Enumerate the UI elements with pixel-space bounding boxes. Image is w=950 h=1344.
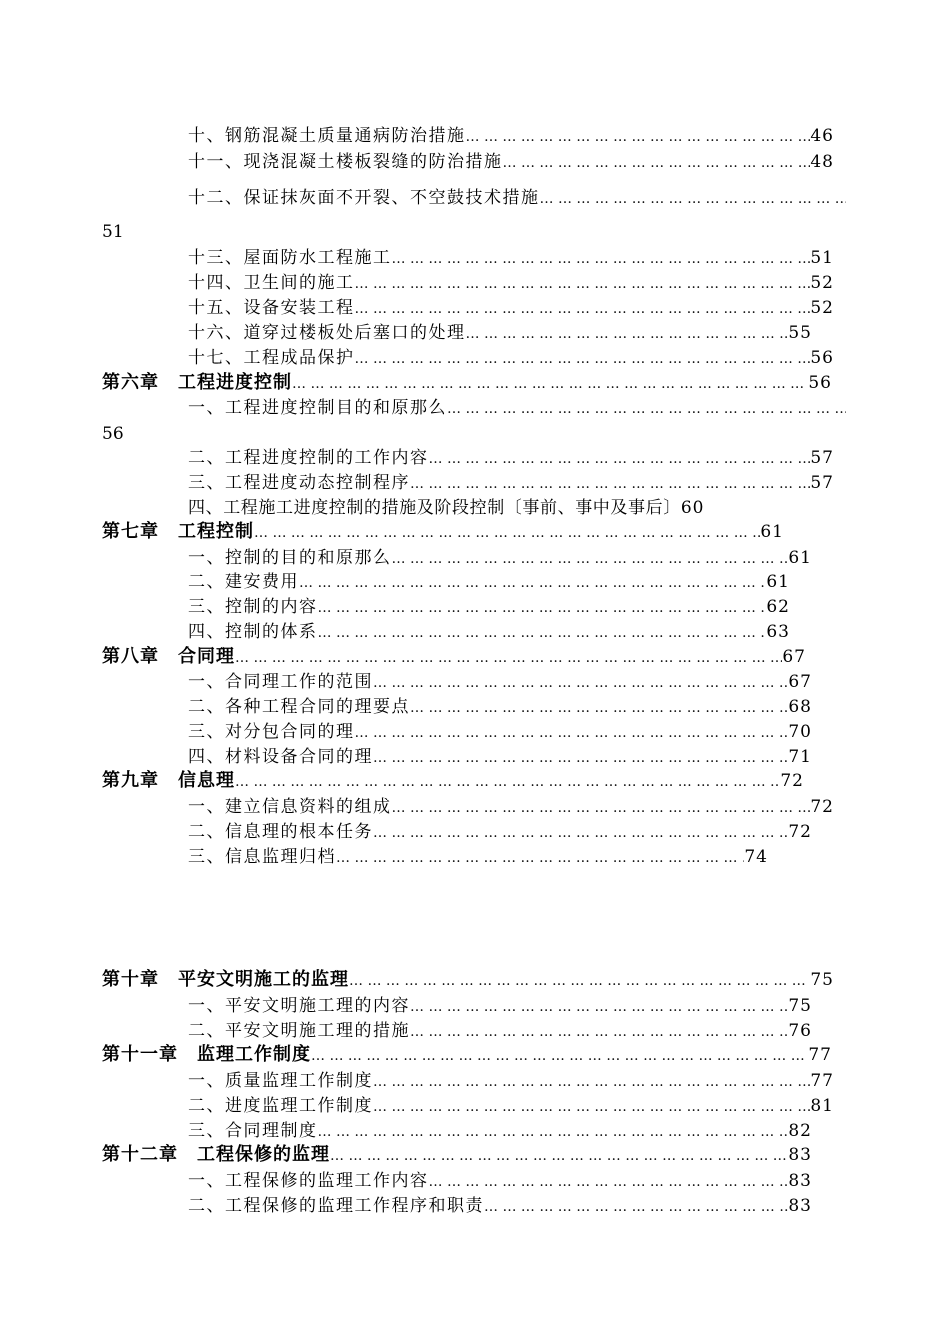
toc-chapter-line[interactable] xyxy=(102,645,806,670)
leader-dots xyxy=(503,151,811,175)
toc-line[interactable] xyxy=(188,1169,812,1194)
toc-title: 二、工程保修的监理工作程序和职责 xyxy=(188,1196,484,1216)
toc-line[interactable] xyxy=(188,271,834,296)
toc-chapter-line[interactable] xyxy=(102,1143,812,1168)
toc-page-number: 70 xyxy=(788,722,812,742)
toc-page-number: 51 xyxy=(810,248,834,268)
toc-title: 十三、屋面防水工程施工 xyxy=(188,248,392,268)
toc-wrapped-page-number: 51 xyxy=(102,222,124,242)
leader-dots xyxy=(235,646,782,670)
toc-line[interactable] xyxy=(188,1194,812,1219)
toc-title: 二、工程进度控制的工作内容 xyxy=(188,448,429,468)
toc-page-number: 57 xyxy=(810,473,834,493)
toc-title: 十五、设备安装工程 xyxy=(188,298,355,318)
toc-line[interactable] xyxy=(188,321,812,346)
toc-chapter-line[interactable] xyxy=(102,371,832,396)
toc-title: 二、建安费用 xyxy=(188,572,299,592)
leader-dots xyxy=(330,1144,788,1168)
toc-page-number: 56 xyxy=(808,373,832,393)
toc-page-number: 74 xyxy=(744,847,768,867)
leader-dots xyxy=(392,547,789,571)
toc-title: 三、合同理制度 xyxy=(188,1121,318,1141)
leader-dots xyxy=(429,447,811,471)
toc-title: 二、平安文明施工理的措施 xyxy=(188,1021,410,1041)
toc-title: 十七、工程成品保护 xyxy=(188,348,355,368)
leader-dots xyxy=(410,1020,788,1044)
toc-page-number: 56 xyxy=(810,348,834,368)
toc-title: 一、工程进度控制目的和原那么 xyxy=(188,398,447,418)
toc-wrapped-page-number: 56 xyxy=(102,424,124,444)
leader-dots xyxy=(355,297,811,321)
toc-chapter-line[interactable] xyxy=(102,968,834,993)
toc-page-number: 68 xyxy=(788,697,812,717)
toc-line[interactable] xyxy=(188,496,864,520)
leader-dots xyxy=(254,521,760,545)
toc-title: 一、质量监理工作制度 xyxy=(188,1071,373,1091)
toc-title: 三、信息监理归档 xyxy=(188,847,336,867)
toc-page-number: 72 xyxy=(780,771,804,791)
toc-chapter-title: 第九章 信息理 xyxy=(102,770,235,791)
leader-dots xyxy=(355,721,789,745)
toc-page-number: 83 xyxy=(788,1196,812,1216)
toc-title: 二、进度监理工作制度 xyxy=(188,1096,373,1116)
toc-title: 四、材料设备合同的理 xyxy=(188,747,373,767)
toc-line[interactable] xyxy=(188,570,790,595)
toc-line[interactable] xyxy=(188,346,834,371)
toc-title: 一、平安文明施工理的内容 xyxy=(188,996,410,1016)
toc-page-number: 83 xyxy=(788,1171,812,1191)
toc-title: 三、工程进度动态控制程序 xyxy=(188,473,410,493)
toc-line[interactable] xyxy=(188,670,812,695)
leader-dots xyxy=(318,596,767,620)
leader-dots xyxy=(540,187,847,211)
toc-title: 十一、现浇混凝土楼板裂缝的防治措施 xyxy=(188,152,503,172)
leader-dots xyxy=(292,372,808,396)
toc-line[interactable] xyxy=(188,595,790,620)
toc-page-number: 55 xyxy=(788,323,812,343)
toc-line[interactable] xyxy=(188,720,812,745)
toc-chapter-title: 第六章 工程进度控制 xyxy=(102,372,292,393)
toc-page-number: 67 xyxy=(788,672,812,692)
leader-dots xyxy=(235,770,780,794)
leader-dots xyxy=(373,746,788,770)
toc-page-number: 52 xyxy=(810,273,834,293)
toc-line[interactable] xyxy=(188,1119,812,1144)
toc-title: 四、工程施工进度控制的措施及阶段控制〔事前、事中及事后〕 xyxy=(188,498,681,518)
toc-page-number: 61 xyxy=(760,522,784,542)
toc-page-number: 72 xyxy=(810,797,834,817)
leader-dots xyxy=(466,125,811,149)
toc-line[interactable] xyxy=(188,296,834,321)
toc-page-number: 71 xyxy=(788,747,812,767)
toc-page-number: 48 xyxy=(810,152,834,172)
leader-dots xyxy=(373,1095,810,1119)
toc-line[interactable] xyxy=(188,471,834,496)
leader-dots xyxy=(392,247,811,271)
leader-dots xyxy=(484,1195,788,1219)
toc-title: 十六、道穿过楼板处后塞口的处理 xyxy=(188,323,466,343)
toc-page-number: 62 xyxy=(766,597,790,617)
toc-chapter-title: 第十一章 监理工作制度 xyxy=(102,1044,311,1065)
toc-title: 十四、卫生间的施工 xyxy=(188,273,355,293)
toc-page-number: 75 xyxy=(810,970,834,990)
toc-line[interactable] xyxy=(188,695,812,720)
toc-line[interactable] xyxy=(188,1069,834,1094)
toc-page-number: 52 xyxy=(810,298,834,318)
toc-line[interactable] xyxy=(188,795,834,820)
toc-line[interactable] xyxy=(188,845,768,870)
toc-title: 二、信息理的根本任务 xyxy=(188,822,373,842)
toc-chapter-title: 第十章 平安文明施工的监理 xyxy=(102,969,349,990)
leader-dots xyxy=(311,1044,808,1068)
toc-line[interactable] xyxy=(188,820,812,845)
leader-dots xyxy=(410,472,810,496)
leader-dots xyxy=(349,969,810,993)
toc-page-number: 72 xyxy=(788,822,812,842)
toc-chapter-line[interactable] xyxy=(102,769,804,794)
toc-line[interactable] xyxy=(188,745,812,770)
leader-dots xyxy=(447,397,846,421)
toc-line[interactable] xyxy=(188,396,846,421)
toc-line[interactable] xyxy=(188,246,834,271)
leader-dots xyxy=(392,796,811,820)
toc-line[interactable] xyxy=(188,620,790,645)
toc-title: 十二、保证抹灰面不开裂、不空鼓技术措施 xyxy=(188,188,540,208)
leader-dots xyxy=(373,821,788,845)
toc-page-number: 81 xyxy=(810,1096,834,1116)
toc-line[interactable] xyxy=(188,124,834,149)
toc-title: 十、钢筋混凝土质量通病防治措施 xyxy=(188,126,466,146)
toc-title: 二、各种工程合同的理要点 xyxy=(188,697,410,717)
toc-title: 三、对分包合同的理 xyxy=(188,722,355,742)
toc-chapter-title: 第八章 合同理 xyxy=(102,646,235,667)
toc-line[interactable] xyxy=(188,994,812,1019)
toc-chapter-title: 第十二章 工程保修的监理 xyxy=(102,1144,330,1165)
toc-page-number: 76 xyxy=(788,1021,812,1041)
toc-page-number: 57 xyxy=(810,448,834,468)
toc-line[interactable] xyxy=(188,150,834,175)
toc-line[interactable] xyxy=(188,186,846,211)
leader-dots xyxy=(429,1170,789,1194)
toc-chapter-line[interactable] xyxy=(102,520,784,545)
toc-chapter-title: 第七章 工程控制 xyxy=(102,521,254,542)
leader-dots xyxy=(466,322,789,346)
toc-page-number: 67 xyxy=(782,647,806,667)
leader-dots xyxy=(373,671,788,695)
toc-title: 四、控制的体系 xyxy=(188,622,318,642)
toc-title: 一、建立信息资料的组成 xyxy=(188,797,392,817)
leader-dots xyxy=(318,1120,789,1144)
toc-title: 一、工程保修的监理工作内容 xyxy=(188,1171,429,1191)
toc-line[interactable] xyxy=(188,1094,834,1119)
toc-page-number: 77 xyxy=(810,1071,834,1091)
toc-title: 三、控制的内容 xyxy=(188,597,318,617)
leader-dots xyxy=(299,571,766,595)
toc-line[interactable] xyxy=(188,446,834,471)
toc-line[interactable] xyxy=(188,1019,812,1044)
toc-page-number: 60 xyxy=(680,498,705,518)
toc-line[interactable] xyxy=(188,546,812,571)
toc-chapter-line[interactable] xyxy=(102,1043,832,1068)
leader-dots xyxy=(373,1070,810,1094)
toc-title: 一、控制的目的和原那么 xyxy=(188,548,392,568)
toc-page-number: 83 xyxy=(788,1145,812,1165)
leader-dots xyxy=(410,696,788,720)
leader-dots xyxy=(410,995,788,1019)
toc-page-number: 63 xyxy=(766,622,790,642)
leader-dots xyxy=(318,621,767,645)
toc-page-number: 75 xyxy=(788,996,812,1016)
toc-page-number: 46 xyxy=(810,126,834,146)
toc-page-number: 61 xyxy=(766,572,790,592)
toc-page-number: 77 xyxy=(808,1045,832,1065)
leader-dots xyxy=(355,272,811,296)
leader-dots xyxy=(336,846,744,870)
leader-dots xyxy=(355,347,811,371)
toc-title: 一、合同理工作的范围 xyxy=(188,672,373,692)
toc-page-number: 82 xyxy=(788,1121,812,1141)
toc-page-number: 61 xyxy=(788,548,812,568)
